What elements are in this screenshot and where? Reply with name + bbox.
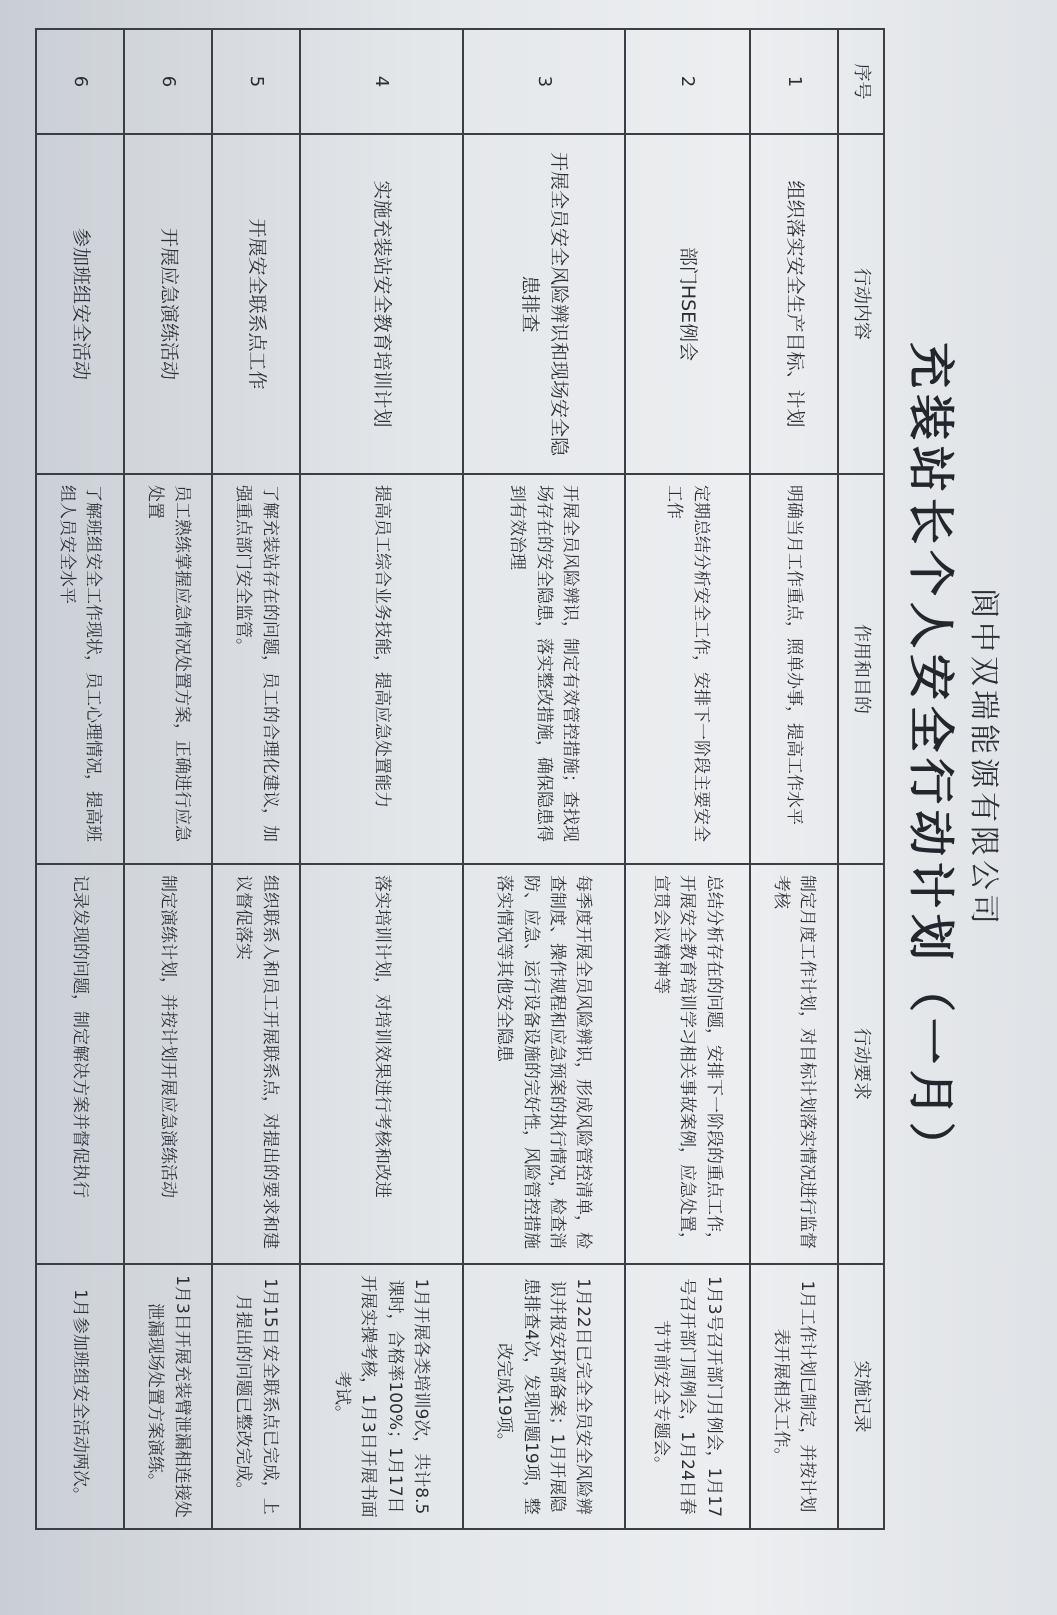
cell-action-content: 组织落实安全生产目标、计划 [750,134,838,474]
cell-seq: 6 [124,29,212,134]
cell-record: 1月15日安全联系点已完成，上月提出的问题已整改完成。 [212,1264,300,1529]
table-header-row [838,29,884,1529]
table-row [463,29,625,1529]
cell-purpose: 开展全员风险辨识，制定有效管控措施；查找现场存在的安全隐患，落实整改措施，确保隐患得到有效治理 [463,474,625,864]
cell-purpose: 了解充装站存在的问题，员工的合理化建议，加强重点部门安全监管。 [212,474,300,864]
cell-requirement: 组织联系人和员工开展联系点，对提出的要求和建议督促落实 [212,864,300,1264]
cell-action-content: 开展应急演练活动 [124,134,212,474]
cell-purpose: 定期总结分析安全工作，安排下一阶段主要安全工作 [625,474,750,864]
header-action-content: 行动内容 [838,134,884,474]
header-seq: 序号 [838,29,884,134]
cell-requirement: 落实培训计划，对培训效果进行考核和改进 [300,864,462,1264]
cell-requirement: 制定月度工作计划，对目标计划落实情况进行监督考核 [750,864,838,1264]
cell-action-content: 参加班组安全活动 [36,134,124,474]
cell-requirement: 每季度开展全员风险辨识，形成风险管控清单，检查制度、操作规程和应急预案的执行情况，检查消防、应急、运行设备设施的完好性，风险管控措施落实情况等其他安全隐患 [463,864,625,1264]
cell-requirement: 记录发现的问题，制定解决方案并督促执行 [36,864,124,1264]
cell-seq: 4 [300,29,462,134]
cell-record: 1月3号召开部门月例会，1月17号召开部门周例会，1月24日春节节前安全专题会。 [625,1264,750,1529]
cell-seq: 3 [463,29,625,134]
cell-purpose: 提高员工综合业务技能，提高应急处置能力 [300,474,462,864]
header-purpose: 作用和目的 [838,474,884,864]
cell-record: 1月参加班组安全活动两次。 [36,1264,124,1529]
cell-seq: 5 [212,29,300,134]
table-row [36,29,124,1529]
header-requirement: 行动要求 [838,864,884,1264]
table-row [124,29,212,1529]
table-row [625,29,750,1529]
cell-purpose: 了解班组安全工作现状，员工心理情况，提高班组人员安全水平 [36,474,124,864]
cell-action-content: 部门HSE例会 [625,134,750,474]
cell-record: 1月开展各类培训9次，共计8.5课时，合格率100%；1月17日开展实操考核，1月3日开展书面考试。 [300,1264,462,1529]
cell-seq: 2 [625,29,750,134]
cell-requirement: 总结分析存在的问题，安排下一阶段的重点工作，开展安全教育培训学习相关事故案例，应急处置，宣贯会议精神等 [625,864,750,1264]
table-row [300,29,462,1529]
company-name: 阆中双瑞能源有限公司 [966,588,1001,928]
cell-purpose: 明确当月工作重点，照单办事，提高工作水平 [750,474,838,864]
table-row [212,29,300,1529]
cell-seq: 6 [36,29,124,134]
cell-record: 1月22日已完全全员安全风险辨识并报安环部备案；1月开展隐患排查4次，发现问题19项，整改完成19项。 [463,1264,625,1529]
cell-action-content: 开展全员安全风险辨识和现场安全隐患排查 [463,134,625,474]
document-header [885,28,1015,1568]
rotated-document-page [15,28,1015,1568]
cell-record: 1月工作计划已制定，并按计划表开展相关工作。 [750,1264,838,1529]
table-row [750,29,838,1529]
cell-action-content: 开展安全联系点工作 [212,134,300,474]
cell-record: 1月3日开展充装臂泄漏相连接处泄漏现场处置方案演练。 [124,1264,212,1529]
cell-purpose: 员工熟练掌握应急情况处置方案，正确进行应急处置 [124,474,212,864]
cell-seq: 1 [750,29,838,134]
header-record: 实施记录 [838,1264,884,1529]
cell-requirement: 制定演练计划，并按计划开展应急演练活动 [124,864,212,1264]
cell-action-content: 实施充装站安全教育培训计划 [300,134,462,474]
action-plan-table [35,28,885,1530]
plan-title: 充装站长个人安全行动计划（一月） [904,342,958,1174]
